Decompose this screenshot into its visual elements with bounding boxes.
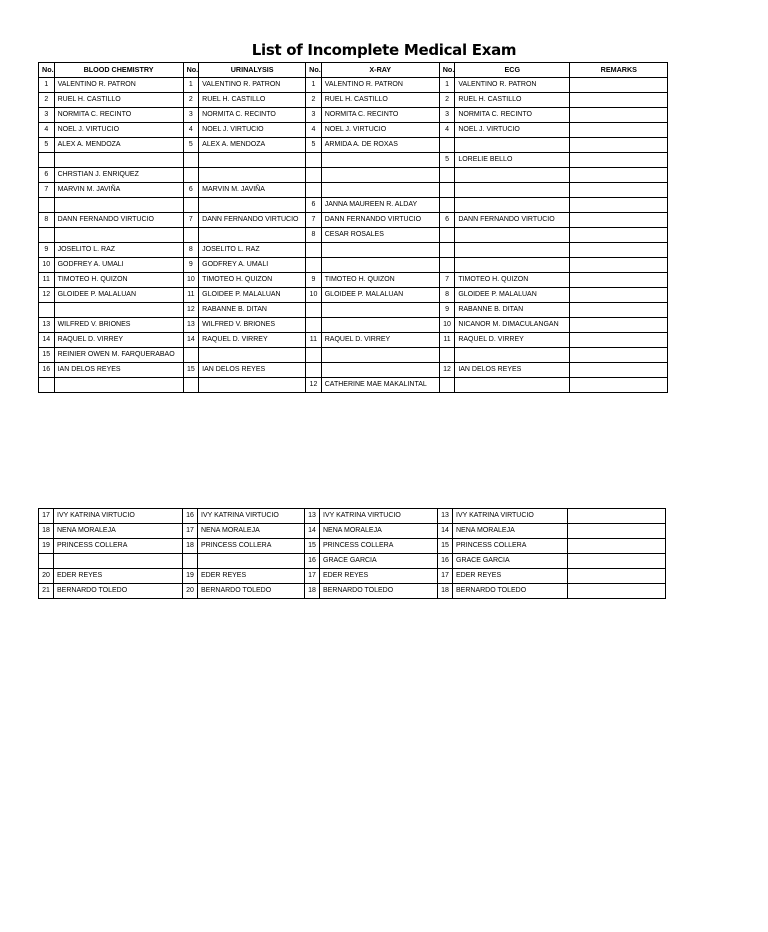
cell-ecg-name: VALENTINO R. PATRON <box>455 78 570 93</box>
cell-ur-no <box>183 348 199 363</box>
cell-ecg-no <box>439 378 455 393</box>
cell-bc-no: 9 <box>39 243 55 258</box>
cell-ur-name: IVY KATRINA VIRTUCIO <box>198 509 305 524</box>
cell-xr-name <box>321 153 439 168</box>
cell-bc-no: 4 <box>39 123 55 138</box>
document-title: List of Incomplete Medical Exam <box>251 41 517 59</box>
cell-bc-name: EDER REYES <box>54 569 183 584</box>
cell-ecg-name: EDER REYES <box>453 569 568 584</box>
cell-ur-no: 18 <box>183 539 198 554</box>
medical-exam-table-continued <box>38 508 666 599</box>
cell-remarks <box>570 183 668 198</box>
cell-remarks <box>568 554 666 569</box>
cell-ur-no <box>183 198 199 213</box>
cell-ecg-no: 11 <box>439 333 455 348</box>
cell-bc-no: 11 <box>39 273 55 288</box>
cell-ur-no: 13 <box>183 318 199 333</box>
cell-remarks <box>570 243 668 258</box>
cell-ecg-no: 3 <box>439 108 455 123</box>
cell-xr-no <box>306 303 322 318</box>
cell-xr-name: RUEL H. CASTILLO <box>321 93 439 108</box>
cell-ecg-no: 13 <box>438 509 453 524</box>
cell-ur-no: 8 <box>183 243 199 258</box>
cell-ecg-no: 4 <box>439 123 455 138</box>
cell-remarks <box>570 228 668 243</box>
cell-bc-no: 16 <box>39 363 55 378</box>
cell-ur-name: ALEX A. MENDOZA <box>199 138 306 153</box>
cell-ur-no: 10 <box>183 273 199 288</box>
cell-ecg-name: BERNARDO TOLEDO <box>453 584 568 599</box>
cell-remarks <box>570 108 668 123</box>
cell-ecg-name: GLOIDEE P. MALALUAN <box>455 288 570 303</box>
cell-bc-no: 10 <box>39 258 55 273</box>
cell-ur-name: GODFREY A. UMALI <box>199 258 306 273</box>
table-row <box>39 258 668 273</box>
cell-bc-no <box>39 198 55 213</box>
cell-remarks <box>570 138 668 153</box>
cell-remarks <box>570 78 668 93</box>
cell-ur-name <box>199 198 306 213</box>
cell-xr-no: 9 <box>306 273 322 288</box>
cell-ecg-name: RABANNE B. DITAN <box>455 303 570 318</box>
cell-ecg-name <box>455 168 570 183</box>
cell-ecg-name: PRINCESS COLLERA <box>453 539 568 554</box>
cell-remarks <box>570 378 668 393</box>
cell-ecg-name: IVY KATRINA VIRTUCIO <box>453 509 568 524</box>
cell-ur-no <box>183 378 199 393</box>
cell-remarks <box>568 539 666 554</box>
cell-remarks <box>568 584 666 599</box>
cell-bc-name: NENA MORALEJA <box>54 524 183 539</box>
cell-ecg-name <box>455 198 570 213</box>
cell-xr-name: CATHERINE MAE MAKALINTAL <box>321 378 439 393</box>
cell-ur-no: 17 <box>183 524 198 539</box>
cell-ur-no <box>183 228 199 243</box>
cell-bc-no: 13 <box>39 318 55 333</box>
cell-xr-name: NENA MORALEJA <box>320 524 438 539</box>
cell-xr-no: 4 <box>306 123 322 138</box>
cell-bc-no <box>39 153 55 168</box>
cell-bc-name: DANN FERNANDO VIRTUCIO <box>54 213 183 228</box>
cell-remarks <box>570 333 668 348</box>
cell-ecg-no <box>439 138 455 153</box>
header-blood-chemistry: BLOOD CHEMISTRY <box>54 63 183 78</box>
cell-ecg-no <box>439 348 455 363</box>
cell-ur-no: 15 <box>183 363 199 378</box>
cell-bc-no: 6 <box>39 168 55 183</box>
cell-xr-name: PRINCESS COLLERA <box>320 539 438 554</box>
cell-remarks <box>570 198 668 213</box>
table-row <box>39 584 666 599</box>
cell-ur-name <box>199 228 306 243</box>
cell-ecg-name <box>455 243 570 258</box>
cell-ur-name: DANN FERNANDO VIRTUCIO <box>199 213 306 228</box>
cell-ecg-name: GRACE GARCIA <box>453 554 568 569</box>
cell-ur-name: MARVIN M. JAVIÑA <box>199 183 306 198</box>
table-row <box>39 273 668 288</box>
cell-bc-no: 14 <box>39 333 55 348</box>
cell-xr-name: TIMOTEO H. QUIZON <box>321 273 439 288</box>
cell-xr-no: 7 <box>306 213 322 228</box>
cell-bc-no <box>39 554 54 569</box>
cell-ur-name: IAN DELOS REYES <box>199 363 306 378</box>
cell-ecg-no <box>439 243 455 258</box>
header-no: No. <box>306 63 322 78</box>
cell-bc-name: VALENTINO R. PATRON <box>54 78 183 93</box>
cell-remarks <box>570 303 668 318</box>
cell-ecg-no: 7 <box>439 273 455 288</box>
cell-bc-no: 15 <box>39 348 55 363</box>
cell-ur-name: GLOIDEE P. MALALUAN <box>199 288 306 303</box>
cell-ecg-name: LORELIE BELLO <box>455 153 570 168</box>
cell-ecg-no: 6 <box>439 213 455 228</box>
cell-xr-name: NOEL J. VIRTUCIO <box>321 123 439 138</box>
cell-xr-name <box>321 318 439 333</box>
cell-ur-no: 14 <box>183 333 199 348</box>
cell-bc-name: IVY KATRINA VIRTUCIO <box>54 509 183 524</box>
table-row <box>39 318 668 333</box>
header-ecg: ECG <box>455 63 570 78</box>
header-xray: X-RAY <box>321 63 439 78</box>
cell-ur-no: 3 <box>183 108 199 123</box>
cell-xr-name <box>321 258 439 273</box>
cell-xr-no: 3 <box>306 108 322 123</box>
cell-ur-no: 4 <box>183 123 199 138</box>
cell-ur-name: NENA MORALEJA <box>198 524 305 539</box>
cell-ur-name: NOEL J. VIRTUCIO <box>199 123 306 138</box>
cell-xr-no: 2 <box>306 93 322 108</box>
cell-bc-no: 7 <box>39 183 55 198</box>
cell-bc-name: RUEL H. CASTILLO <box>54 93 183 108</box>
cell-ur-no: 20 <box>183 584 198 599</box>
cell-ur-name <box>199 348 306 363</box>
cell-ur-name <box>199 153 306 168</box>
cell-bc-name <box>54 554 183 569</box>
cell-xr-name: DANN FERNANDO VIRTUCIO <box>321 213 439 228</box>
cell-bc-name: WILFRED V. BRIONES <box>54 318 183 333</box>
cell-ur-no: 7 <box>183 213 199 228</box>
cell-ecg-no: 14 <box>438 524 453 539</box>
cell-xr-name <box>321 183 439 198</box>
cell-ur-no: 9 <box>183 258 199 273</box>
table-row <box>39 228 668 243</box>
cell-xr-name: NORMITA C. RECINTO <box>321 108 439 123</box>
cell-bc-name: REINIER OWEN M. FARQUERABAO <box>54 348 183 363</box>
cell-remarks <box>570 273 668 288</box>
cell-ur-no: 16 <box>183 509 198 524</box>
cell-bc-no <box>39 378 55 393</box>
cell-ur-no <box>183 168 199 183</box>
cell-xr-no: 1 <box>306 78 322 93</box>
cell-ur-name: BERNARDO TOLEDO <box>198 584 305 599</box>
medical-exam-table <box>38 62 668 393</box>
table-row <box>39 509 666 524</box>
cell-xr-no: 13 <box>305 509 320 524</box>
cell-ur-name: PRINCESS COLLERA <box>198 539 305 554</box>
cell-xr-no: 12 <box>306 378 322 393</box>
cell-bc-no: 12 <box>39 288 55 303</box>
cell-ecg-name <box>455 348 570 363</box>
cell-xr-name: BERNARDO TOLEDO <box>320 584 438 599</box>
cell-xr-name <box>321 348 439 363</box>
cell-xr-name: ARMIDA A. DE ROXAS <box>321 138 439 153</box>
cell-ur-no: 6 <box>183 183 199 198</box>
cell-xr-name: VALENTINO R. PATRON <box>321 78 439 93</box>
cell-ecg-name: NENA MORALEJA <box>453 524 568 539</box>
cell-ecg-no <box>439 183 455 198</box>
cell-ur-no: 11 <box>183 288 199 303</box>
cell-bc-no: 18 <box>39 524 54 539</box>
cell-xr-no: 11 <box>306 333 322 348</box>
cell-bc-no: 2 <box>39 93 55 108</box>
cell-remarks <box>570 258 668 273</box>
cell-xr-name: EDER REYES <box>320 569 438 584</box>
cell-remarks <box>568 509 666 524</box>
cell-xr-name <box>321 168 439 183</box>
cell-bc-name: TIMOTEO H. QUIZON <box>54 273 183 288</box>
cell-remarks <box>568 524 666 539</box>
cell-bc-name: GODFREY A. UMALI <box>54 258 183 273</box>
table-row <box>39 123 668 138</box>
cell-ecg-no <box>439 228 455 243</box>
cell-xr-name: GLOIDEE P. MALALUAN <box>321 288 439 303</box>
cell-ecg-name: NORMITA C. RECINTO <box>455 108 570 123</box>
cell-ecg-no: 2 <box>439 93 455 108</box>
cell-bc-name: RAQUEL D. VIRREY <box>54 333 183 348</box>
table-row <box>39 153 668 168</box>
cell-ur-name: VALENTINO R. PATRON <box>199 78 306 93</box>
cell-xr-no: 14 <box>305 524 320 539</box>
table-row <box>39 303 668 318</box>
cell-ecg-no <box>439 258 455 273</box>
cell-ecg-name: RAQUEL D. VIRREY <box>455 333 570 348</box>
cell-ecg-no: 10 <box>439 318 455 333</box>
cell-bc-name: MARVIN M. JAVIÑA <box>54 183 183 198</box>
cell-ecg-no: 1 <box>439 78 455 93</box>
cell-ecg-no: 5 <box>439 153 455 168</box>
header-remarks: REMARKS <box>570 63 668 78</box>
header-no: No. <box>183 63 199 78</box>
cell-xr-no: 8 <box>306 228 322 243</box>
cell-xr-name: RAQUEL D. VIRREY <box>321 333 439 348</box>
cell-ecg-no: 18 <box>438 584 453 599</box>
cell-xr-no: 17 <box>305 569 320 584</box>
cell-bc-name <box>54 228 183 243</box>
cell-ecg-no <box>439 168 455 183</box>
table-row <box>39 93 668 108</box>
cell-bc-name <box>54 378 183 393</box>
table-row <box>39 198 668 213</box>
table-row <box>39 348 668 363</box>
cell-xr-name <box>321 363 439 378</box>
cell-bc-name <box>54 153 183 168</box>
cell-remarks <box>570 123 668 138</box>
cell-xr-no <box>306 168 322 183</box>
cell-ur-name: JOSELITO L. RAZ <box>199 243 306 258</box>
cell-xr-no: 10 <box>306 288 322 303</box>
header-row <box>39 63 668 78</box>
cell-xr-name: JANNA MAUREEN R. ALDAY <box>321 198 439 213</box>
cell-xr-no <box>306 348 322 363</box>
cell-xr-no <box>306 153 322 168</box>
table-row <box>39 213 668 228</box>
cell-ur-name <box>199 378 306 393</box>
header-no: No. <box>439 63 455 78</box>
table-row <box>39 243 668 258</box>
cell-xr-no: 5 <box>306 138 322 153</box>
table-row <box>39 333 668 348</box>
table-row <box>39 183 668 198</box>
cell-remarks <box>570 288 668 303</box>
cell-ecg-no: 15 <box>438 539 453 554</box>
cell-bc-name: GLOIDEE P. MALALUAN <box>54 288 183 303</box>
cell-bc-name: PRINCESS COLLERA <box>54 539 183 554</box>
cell-xr-no <box>306 183 322 198</box>
cell-xr-name: CESAR ROSALES <box>321 228 439 243</box>
table-row <box>39 138 668 153</box>
cell-ecg-no <box>439 198 455 213</box>
cell-ecg-name <box>455 258 570 273</box>
cell-ur-no <box>183 153 199 168</box>
cell-remarks <box>570 318 668 333</box>
cell-bc-no: 19 <box>39 539 54 554</box>
table-row <box>39 168 668 183</box>
top-table-body <box>39 78 668 393</box>
cell-bc-name <box>54 198 183 213</box>
cell-ecg-name: TIMOTEO H. QUIZON <box>455 273 570 288</box>
cell-ur-name: EDER REYES <box>198 569 305 584</box>
cell-bc-name: JOSELITO L. RAZ <box>54 243 183 258</box>
table-row <box>39 288 668 303</box>
cell-xr-no <box>306 318 322 333</box>
cell-bc-name <box>54 303 183 318</box>
cell-bc-no: 3 <box>39 108 55 123</box>
cell-ur-name <box>199 168 306 183</box>
table-row <box>39 108 668 123</box>
cell-bc-name: NORMITA C. RECINTO <box>54 108 183 123</box>
cell-ur-name: RABANNE B. DITAN <box>199 303 306 318</box>
cell-bc-name: IAN DELOS REYES <box>54 363 183 378</box>
cell-ur-name: WILFRED V. BRIONES <box>199 318 306 333</box>
cell-xr-name <box>321 303 439 318</box>
cell-ecg-name: RUEL H. CASTILLO <box>455 93 570 108</box>
cell-remarks <box>570 153 668 168</box>
cell-remarks <box>568 569 666 584</box>
cell-xr-name <box>321 243 439 258</box>
cell-xr-no <box>306 258 322 273</box>
cell-bc-no: 5 <box>39 138 55 153</box>
cell-ur-no: 1 <box>183 78 199 93</box>
cell-ecg-name <box>455 228 570 243</box>
cell-xr-no: 18 <box>305 584 320 599</box>
cell-ur-no: 12 <box>183 303 199 318</box>
cell-ecg-name: NICANOR M. DIMACULANGAN <box>455 318 570 333</box>
cell-xr-no: 16 <box>305 554 320 569</box>
cell-remarks <box>570 213 668 228</box>
cell-xr-name: GRACE GARCIA <box>320 554 438 569</box>
table-row <box>39 378 668 393</box>
cell-ur-no: 5 <box>183 138 199 153</box>
cell-bc-name: NOEL J. VIRTUCIO <box>54 123 183 138</box>
cell-bc-name: CHRSTIAN J. ENRIQUEZ <box>54 168 183 183</box>
cell-ur-name: NORMITA C. RECINTO <box>199 108 306 123</box>
cell-ecg-name: DANN FERNANDO VIRTUCIO <box>455 213 570 228</box>
table-row <box>39 539 666 554</box>
cell-remarks <box>570 363 668 378</box>
cell-bc-no: 1 <box>39 78 55 93</box>
cell-ur-no: 19 <box>183 569 198 584</box>
cell-ur-no <box>183 554 198 569</box>
cell-xr-name: IVY KATRINA VIRTUCIO <box>320 509 438 524</box>
cell-bc-no: 17 <box>39 509 54 524</box>
cell-ecg-name: NOEL J. VIRTUCIO <box>455 123 570 138</box>
cell-ecg-no: 12 <box>439 363 455 378</box>
cell-ur-name: RUEL H. CASTILLO <box>199 93 306 108</box>
cell-xr-no <box>306 363 322 378</box>
table-row <box>39 569 666 584</box>
header-urinalysis: URINALYSIS <box>199 63 306 78</box>
cell-bc-name: BERNARDO TOLEDO <box>54 584 183 599</box>
cell-xr-no: 6 <box>306 198 322 213</box>
cell-ecg-name <box>455 378 570 393</box>
cell-bc-no: 20 <box>39 569 54 584</box>
cell-ur-name: RAQUEL D. VIRREY <box>199 333 306 348</box>
cell-bc-no <box>39 228 55 243</box>
cell-ecg-no: 9 <box>439 303 455 318</box>
cell-ur-name <box>198 554 305 569</box>
cell-ecg-name <box>455 183 570 198</box>
cell-xr-no <box>306 243 322 258</box>
cell-ur-name: TIMOTEO H. QUIZON <box>199 273 306 288</box>
table-row <box>39 524 666 539</box>
table-row <box>39 78 668 93</box>
cell-bc-no: 8 <box>39 213 55 228</box>
cell-bc-no: 21 <box>39 584 54 599</box>
table-row <box>39 554 666 569</box>
bottom-table-body <box>39 509 666 599</box>
table-row <box>39 363 668 378</box>
cell-ecg-no: 8 <box>439 288 455 303</box>
cell-ecg-name: IAN DELOS REYES <box>455 363 570 378</box>
cell-remarks <box>570 93 668 108</box>
cell-bc-no <box>39 303 55 318</box>
header-no: No. <box>39 63 55 78</box>
cell-bc-name: ALEX A. MENDOZA <box>54 138 183 153</box>
cell-ecg-name <box>455 138 570 153</box>
cell-xr-no: 15 <box>305 539 320 554</box>
cell-ecg-no: 16 <box>438 554 453 569</box>
cell-remarks <box>570 348 668 363</box>
cell-ecg-no: 17 <box>438 569 453 584</box>
cell-ur-no: 2 <box>183 93 199 108</box>
cell-remarks <box>570 168 668 183</box>
